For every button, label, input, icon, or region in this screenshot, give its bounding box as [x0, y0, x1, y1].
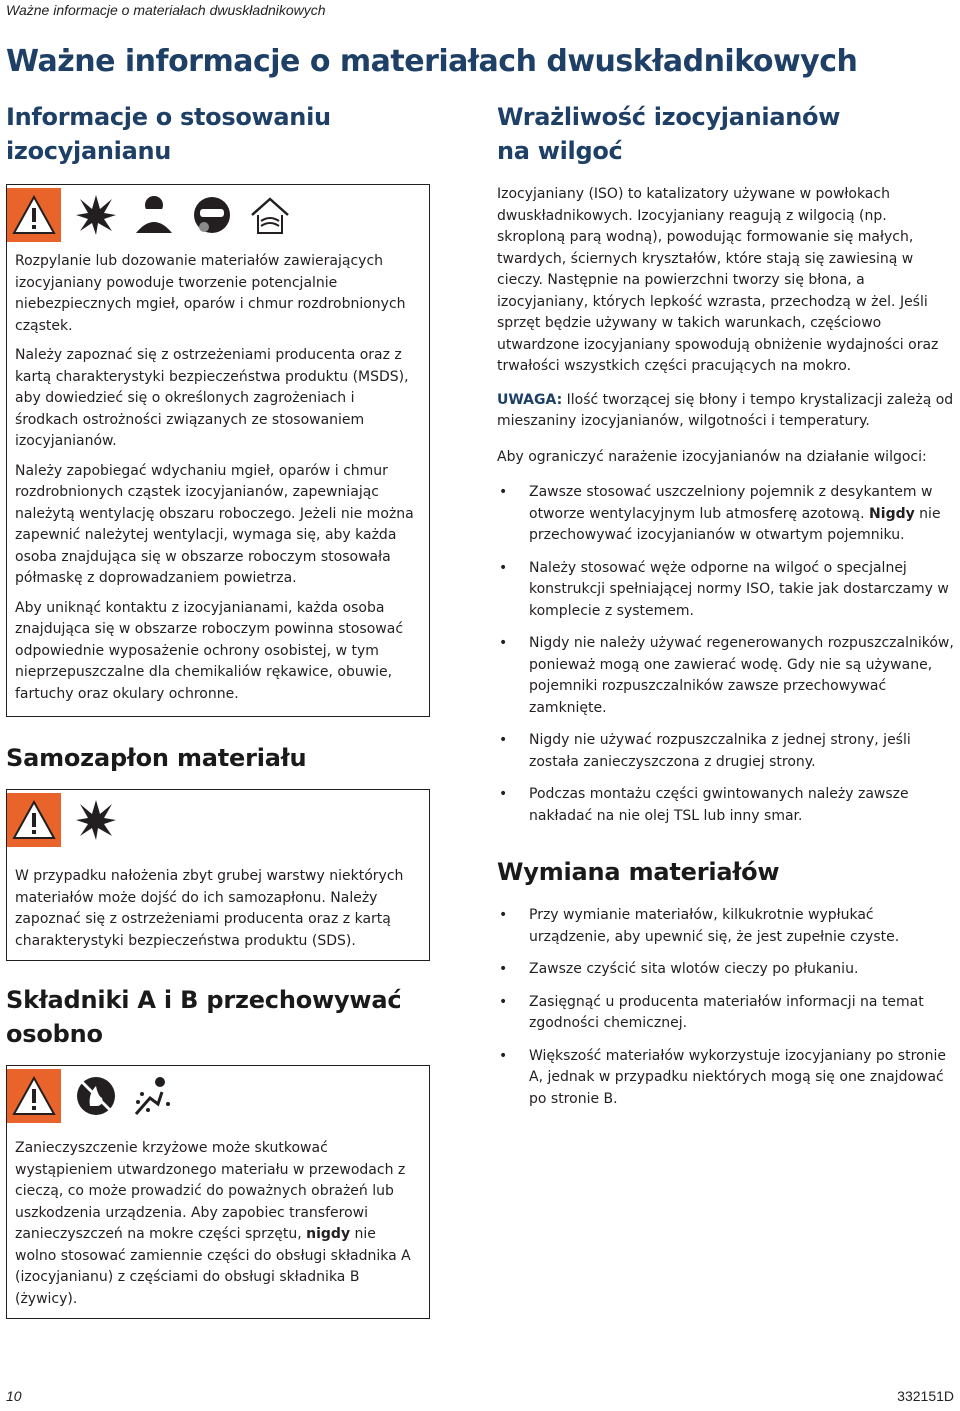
ventilation-house-icon — [247, 192, 293, 238]
bullet1-b: nie przechowywać izocyjanianów w otwartym pojemniku. — [529, 505, 941, 543]
self-ignition-text: W przypadku nałożenia zbyt grubej warstwy niektórych materiałów może dojść do ich samozapłonu. Należy zapoznać się z ostrzeżeniami producenta oraz z kartą charakterystyki bezpieczeństwa produktu (SDS). — [15, 868, 404, 949]
iso-heading-line2: izocyjanianu — [6, 137, 172, 165]
ab-storage-heading — [6, 983, 430, 1051]
moisture-heading-line2: na wilgoć — [497, 137, 623, 165]
explosion-flame-icon — [73, 192, 119, 238]
isocyanate-warning-box — [6, 184, 430, 717]
page-title: Ważne informacje o materiałach dwuskładnikowych — [6, 44, 858, 79]
list-item: • Należy stosować węże odporne na wilgoć o specjalnej konstrukcji spełniającej normy ISO, takie jak dostarczamy w komplecie z systemem. — [497, 558, 957, 623]
iso-heading — [6, 100, 430, 168]
page-number: 10 — [6, 1388, 22, 1404]
ab-box-paragraph — [15, 1138, 421, 1310]
right-column — [497, 100, 957, 1121]
note-paragraph — [497, 390, 957, 433]
iso-box-p3: Należy zapobiegać wdychaniu mgieł, oparów i chmur rozdrobnionych cząstek izocyjanianów, zapewniając należytą wentylację obszaru roboczego. Jeżeli nie można zapewnić należytej wentylacji, wymaga się, aby każda osoba znajdująca się w obszarze roboczym stosowała półmaskę z doprowadzaniem powietrza. — [15, 462, 414, 586]
self-ignition-heading: Samozapłon materiału — [6, 744, 307, 772]
material-change-bullets — [497, 905, 957, 1110]
iso-box-p1: Rozpylanie lub dozowanie materiałów zawierających izocyjaniany powoduje tworzenie potencjalnie niebezpiecznych mgieł, oparów i chmur rozdrobnionych cząstek. — [15, 253, 406, 334]
list-item: • Przy wymianie materiałów, kilkukrotnie wypłukać urządzenie, aby upewnić się, że jest zupełnie czyste. — [497, 905, 957, 948]
self-ignition-box-text — [15, 866, 421, 952]
note-label: UWAGA: — [497, 391, 563, 408]
list-item — [497, 482, 957, 547]
list-item: • Zasięgnąć u producenta materiałów informacji na temat zgodności chemicznej. — [497, 992, 957, 1035]
left-column — [6, 100, 430, 1319]
moisture-heading — [497, 100, 957, 168]
note-text: Ilość tworzącej się błony i tempo krystalizacji zależą od mieszaniny izocyjanianów, wilgotności i temperatury. — [497, 391, 954, 429]
ab-heading-line2: osobno — [6, 1020, 103, 1048]
no-fire-icon — [73, 1073, 119, 1119]
running-head: Ważne informacje o materiałach dwuskładnikowych — [6, 2, 326, 18]
list-item: • Podczas montażu części gwintowanych należy zawsze nakładać na nie olej TSL lub inny smar. — [497, 784, 957, 827]
ab-warning-box — [6, 1065, 430, 1319]
respirator-person-icon — [131, 192, 177, 238]
list-item: • Nigdy nie należy używać regenerowanych rozpuszczalników, ponieważ mogą one zawierać wodę. Gdy nie są używane, pojemniki rozpuszczalników zawsze przechowywać zamknięte. — [497, 633, 957, 719]
ab-text-before: Zanieczyszczenie krzyżowe może skutkować wystąpieniem utwardzonego materiału w przewodach z cieczą, co może prowadzić do poważnych obrażeń lub uszkodzenia urządzenia. Aby zapobiec transferowi zanieczyszczeń na mokre części sprzętu, — [15, 1140, 406, 1242]
ab-icon-row — [7, 1066, 429, 1126]
ab-text-bold: nigdy — [306, 1226, 351, 1242]
ab-box-text — [15, 1138, 421, 1310]
limit-intro: Aby ograniczyć narażenie izocyjanianów na działanie wilgoci: — [497, 448, 927, 465]
iso-heading-line1: Informacje o stosowaniu — [6, 103, 331, 131]
moisture-paragraph: Izocyjaniany (ISO) to katalizatory używane w powłokach dwuskładnikowych. Izocyjaniany reagują z wilgocią (np. skroploną parą wodną), powodując formowanie się małych, twardych, ściernych kryształów, które stają się zawiesiną w cieczy. Następnie na powierzchni tworzy się błona, a izocyjaniany, których lepkość wzrasta, przechodzą w żel. Jeśli sprzęt będzie używany w takich warunkach, częściowo utwardzone izocyjaniany spowodują obniżenie wydajności oraz trwałości wszystkich części pracujących na mokro. — [497, 186, 939, 374]
self-ignition-warning-box — [6, 789, 430, 961]
warning-triangle-icon — [7, 793, 61, 847]
iso-box-p4: Aby uniknąć kontaktu z izocyjanianami, każda osoba znajdująca się w obszarze roboczym powinna stosować odpowiednie wyposażenie ochrony osobistej, w tym nieprzepuszczalne dla chemikaliów rękawice, obuwie, fartuchy oraz okulary ochronne. — [15, 599, 404, 702]
moisture-bullets — [497, 482, 957, 827]
warning-icon-row — [7, 185, 429, 245]
ab-heading-line1: Składniki A i B przechowywać — [6, 986, 402, 1014]
self-ignition-icon-row — [7, 790, 429, 850]
protective-mask-icon — [189, 192, 235, 238]
isocyanate-box-text — [15, 251, 421, 705]
list-item: • Nigdy nie używać rozpuszczalnika z jednej strony, jeśli została zanieczyszczona z drugiej strony. — [497, 730, 957, 773]
bullet1-bold: Nigdy — [869, 505, 915, 522]
warning-triangle-icon — [7, 188, 61, 242]
explosion-flame-icon — [73, 797, 119, 843]
iso-box-p2: Należy zapoznać się z ostrzeżeniami producenta oraz z kartą charakterystyki bezpieczeństwa produktu (MSDS), aby dowiedzieć się o określonych zagrożeniach i środkach ostrożności związanych ze stosowaniem izocyjanianów. — [15, 347, 409, 449]
warning-triangle-icon — [7, 1069, 61, 1123]
splash-burst-icon — [131, 1073, 177, 1119]
moisture-heading-line1: Wrażliwość izocyjanianów — [497, 103, 841, 131]
document-number: 332151D — [897, 1388, 954, 1404]
bullet1-a: Zawsze stosować uszczelniony pojemnik z desykantem w otworze wentylacyjnym lub atmosferę azotową. — [529, 484, 933, 522]
list-item: • Zawsze czyścić sita wlotów cieczy po płukaniu. — [497, 959, 957, 981]
list-item: • Większość materiałów wykorzystuje izocyjaniany po stronie A, jednak w przypadku niektórych mogą się one znajdować po stronie B. — [497, 1046, 957, 1111]
material-change-heading: Wymiana materiałów — [497, 858, 780, 886]
moisture-text — [497, 184, 957, 468]
ab-text-after: nie wolno stosować zamiennie części do obsługi składnika A (izocyjanianu) z częściami do obsługi składnika B (żywicy). — [15, 1226, 411, 1307]
